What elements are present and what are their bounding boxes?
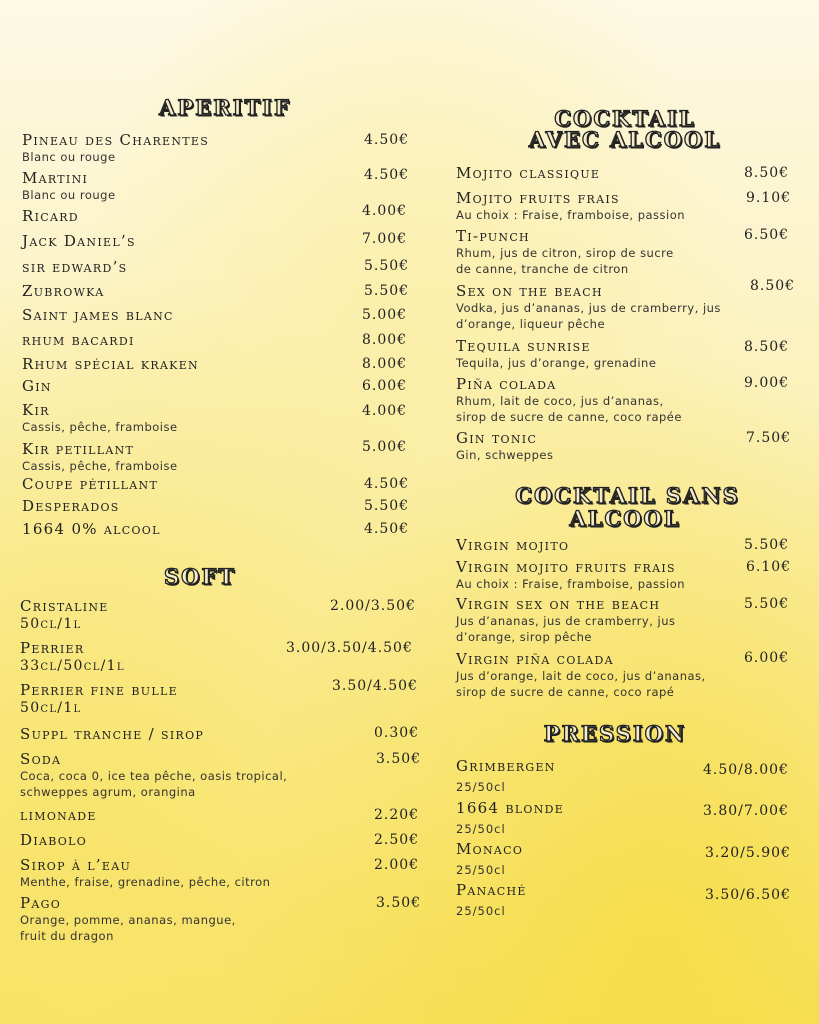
item-desc: Gin, schweppes <box>456 448 554 462</box>
item-price: 5.00€ <box>362 439 408 455</box>
item-price: 4.50€ <box>364 476 410 492</box>
item-price: 7.50€ <box>746 430 792 446</box>
item-price: 3.50€ <box>376 895 422 911</box>
pression-title: PRESSION <box>543 721 687 746</box>
item-name: Monaco <box>456 840 524 858</box>
item-name: Perrier fine bulle <box>20 681 178 699</box>
item-name: Kir <box>22 401 50 419</box>
item-price: 4.50€ <box>364 521 410 537</box>
item-price: 9.00€ <box>744 375 790 391</box>
item-desc: Blanc ou rouge <box>22 188 116 202</box>
menu-item <box>20 597 109 633</box>
item-desc: Rhum, lait de coco, jus d’ananas, <box>456 394 664 408</box>
item-name: Sex on the beach <box>456 282 603 300</box>
item-price: 3.20/5.90€ <box>705 845 791 861</box>
item-desc: Au choix : Fraise, framboise, passion <box>456 577 686 591</box>
item-price: 4.50€ <box>364 167 410 183</box>
menu-item <box>20 806 97 824</box>
menu-item <box>20 750 287 800</box>
menu-item <box>456 558 685 592</box>
item-price: 8.50€ <box>744 165 790 181</box>
menu-item <box>20 831 87 849</box>
menu-item <box>22 306 174 324</box>
item-name: limonade <box>20 806 97 824</box>
item-price: 8.00€ <box>362 332 408 348</box>
item-name: Zubrowka <box>22 282 105 300</box>
item-desc: Tequila, jus d’orange, grenadine <box>456 356 657 370</box>
item-name: Martini <box>22 169 89 187</box>
item-price: 8.50€ <box>750 278 796 294</box>
item-desc: Cassis, pêche, framboise <box>22 420 178 434</box>
item-name: Piña colada <box>456 375 557 393</box>
item-price: 4.50€ <box>364 132 410 148</box>
menu-item <box>456 536 569 554</box>
item-desc: Cassis, pêche, framboise <box>22 459 178 473</box>
item-desc-2: de canne, tranche de citron <box>456 262 629 276</box>
item-desc: Vodka, jus d’ananas, jus de cramberry, jus <box>456 301 721 315</box>
item-price: 4.50/8.00€ <box>703 762 789 778</box>
item-price: 3.50€ <box>376 751 422 767</box>
menu-item <box>456 337 656 371</box>
item-price: 8.00€ <box>362 356 408 372</box>
soft-title: SOFT <box>164 564 236 589</box>
item-name: Ricard <box>22 207 79 225</box>
menu-item <box>22 497 120 515</box>
item-name: Mojito fruits frais <box>456 189 620 207</box>
menu-item <box>456 757 556 795</box>
item-price: 5.50€ <box>364 498 410 514</box>
item-price: 5.50€ <box>744 596 790 612</box>
item-price: 5.00€ <box>362 307 408 323</box>
menu-item <box>456 227 674 277</box>
item-price: 3.50/6.50€ <box>705 887 791 903</box>
item-desc-2: schweppes agrum, orangina <box>20 785 196 799</box>
menu-item <box>20 639 125 675</box>
item-desc: Blanc ou rouge <box>22 150 116 164</box>
menu-item <box>456 375 682 425</box>
item-name: Cristaline <box>20 597 109 615</box>
item-price: 3.50/4.50€ <box>332 678 418 694</box>
item-price: 2.00€ <box>374 857 420 873</box>
menu-item <box>22 355 199 373</box>
item-price: 6.50€ <box>744 227 790 243</box>
menu-item <box>456 799 564 837</box>
item-name: Saint james blanc <box>22 306 174 324</box>
item-desc-2: d’orange, sirop pêche <box>456 630 592 644</box>
cocktail-sans-title-line1: COCKTAIL SANS <box>515 483 740 508</box>
item-name: Perrier <box>20 639 85 657</box>
item-price: 4.00€ <box>362 403 408 419</box>
item-name: Virgin sex on the beach <box>456 595 661 613</box>
menu-item <box>456 189 685 223</box>
item-name: Desperados <box>22 497 120 515</box>
item-desc-2: fruit du dragon <box>20 929 114 943</box>
menu-item <box>22 131 209 165</box>
item-desc-2: sirop de sucre de canne, coco rapée <box>456 410 682 424</box>
menu-item <box>20 681 178 717</box>
item-name: Ti-punch <box>456 227 530 245</box>
cocktail-alcool-title-line1: COCKTAIL <box>554 106 696 131</box>
item-price: 9.10€ <box>746 190 792 206</box>
menu-item <box>22 401 178 435</box>
cocktail-alcool-title-line2: AVEC ALCOOL <box>528 127 722 152</box>
menu-item <box>22 475 158 493</box>
item-name: Kir petillant <box>22 440 135 458</box>
item-name: Soda <box>20 750 62 768</box>
item-name: Rhum spécial kraken <box>22 355 199 373</box>
item-price: 2.20€ <box>374 807 420 823</box>
item-size: 50cl/1l <box>20 616 82 632</box>
item-name: 1664 0% alcool <box>22 520 161 538</box>
item-size: 50cl/1l <box>20 700 82 716</box>
item-price: 7.00€ <box>362 231 408 247</box>
item-price: 5.50€ <box>364 258 410 274</box>
item-price: 0.30€ <box>374 725 420 741</box>
item-name: Suppl tranche / sirop <box>20 725 205 743</box>
item-price: 6.10€ <box>746 559 792 575</box>
item-price: 3.00/3.50/4.50€ <box>286 640 413 656</box>
item-desc: Jus d’ananas, jus de cramberry, jus <box>456 614 676 628</box>
item-size: 25/50cl <box>456 863 506 877</box>
item-name: Tequila sunrise <box>456 337 591 355</box>
item-price: 5.50€ <box>364 283 410 299</box>
item-name: Coupe pétillant <box>22 475 159 493</box>
menu-item <box>22 331 135 349</box>
item-price: 3.80/7.00€ <box>703 803 789 819</box>
item-price: 2.50€ <box>374 832 420 848</box>
menu-item <box>22 282 105 300</box>
item-name: Jack Daniel’s <box>22 232 136 250</box>
item-price: 6.00€ <box>362 378 408 394</box>
item-name: 1664 blonde <box>456 799 565 817</box>
menu-item <box>22 440 178 474</box>
item-size: 25/50cl <box>456 780 506 794</box>
menu-item <box>456 282 721 332</box>
menu-item <box>22 169 116 203</box>
item-name: Gin <box>22 377 52 395</box>
item-name: Pineau des Charentes <box>22 131 210 149</box>
item-desc: Rhum, jus de citron, sirop de sucre <box>456 246 674 260</box>
item-name: Grimbergen <box>456 757 556 775</box>
cocktail-sans-title-line2: ALCOOL <box>569 506 681 531</box>
item-name: Gin tonic <box>456 429 538 447</box>
menu-item <box>22 520 161 538</box>
aperitif-title: APERITIF <box>159 95 291 120</box>
menu-item <box>22 232 136 250</box>
item-name: sir edward’s <box>22 258 128 276</box>
item-name: Mojito classique <box>456 164 601 182</box>
item-name: Diabolo <box>20 831 88 849</box>
menu-item <box>20 894 236 944</box>
menu-item <box>22 207 79 225</box>
menu-item <box>456 164 600 182</box>
menu-item <box>20 856 270 890</box>
item-desc: Au choix : Fraise, framboise, passion <box>456 208 686 222</box>
item-name: Panaché <box>456 881 527 899</box>
item-desc: Menthe, fraise, grenadine, pêche, citron <box>20 875 271 889</box>
item-price: 2.00/3.50€ <box>330 598 416 614</box>
item-desc-2: sirop de sucre de canne, coco rapé <box>456 685 675 699</box>
item-name: Sirop à l’eau <box>20 856 132 874</box>
item-price: 8.50€ <box>744 339 790 355</box>
item-desc: Orange, pomme, ananas, mangue, <box>20 913 236 927</box>
item-desc-2: d’orange, liqueur pêche <box>456 317 606 331</box>
item-name: Pago <box>20 894 62 912</box>
menu-item <box>456 595 676 645</box>
item-price: 6.00€ <box>744 650 790 666</box>
item-size: 33cl/50cl/1l <box>20 658 125 674</box>
menu-item <box>456 650 706 700</box>
item-name: rhum bacardi <box>22 331 135 349</box>
item-size: 25/50cl <box>456 822 506 836</box>
item-desc: Jus d’orange, lait de coco, jus d’ananas, <box>456 669 706 683</box>
item-price: 4.00€ <box>362 203 408 219</box>
item-name: Virgin mojito <box>456 536 570 554</box>
item-name: Virgin mojito fruits frais <box>456 558 676 576</box>
item-price: 5.50€ <box>744 537 790 553</box>
item-desc: Coca, coca 0, ice tea pêche, oasis tropical, <box>20 769 288 783</box>
menu-item <box>20 725 204 743</box>
menu-item <box>22 377 52 395</box>
menu-item <box>456 840 523 878</box>
item-name: Virgin piña colada <box>456 650 614 668</box>
menu-item <box>456 429 553 463</box>
item-size: 25/50cl <box>456 904 506 918</box>
menu-item <box>22 258 128 276</box>
menu-item <box>456 881 527 919</box>
